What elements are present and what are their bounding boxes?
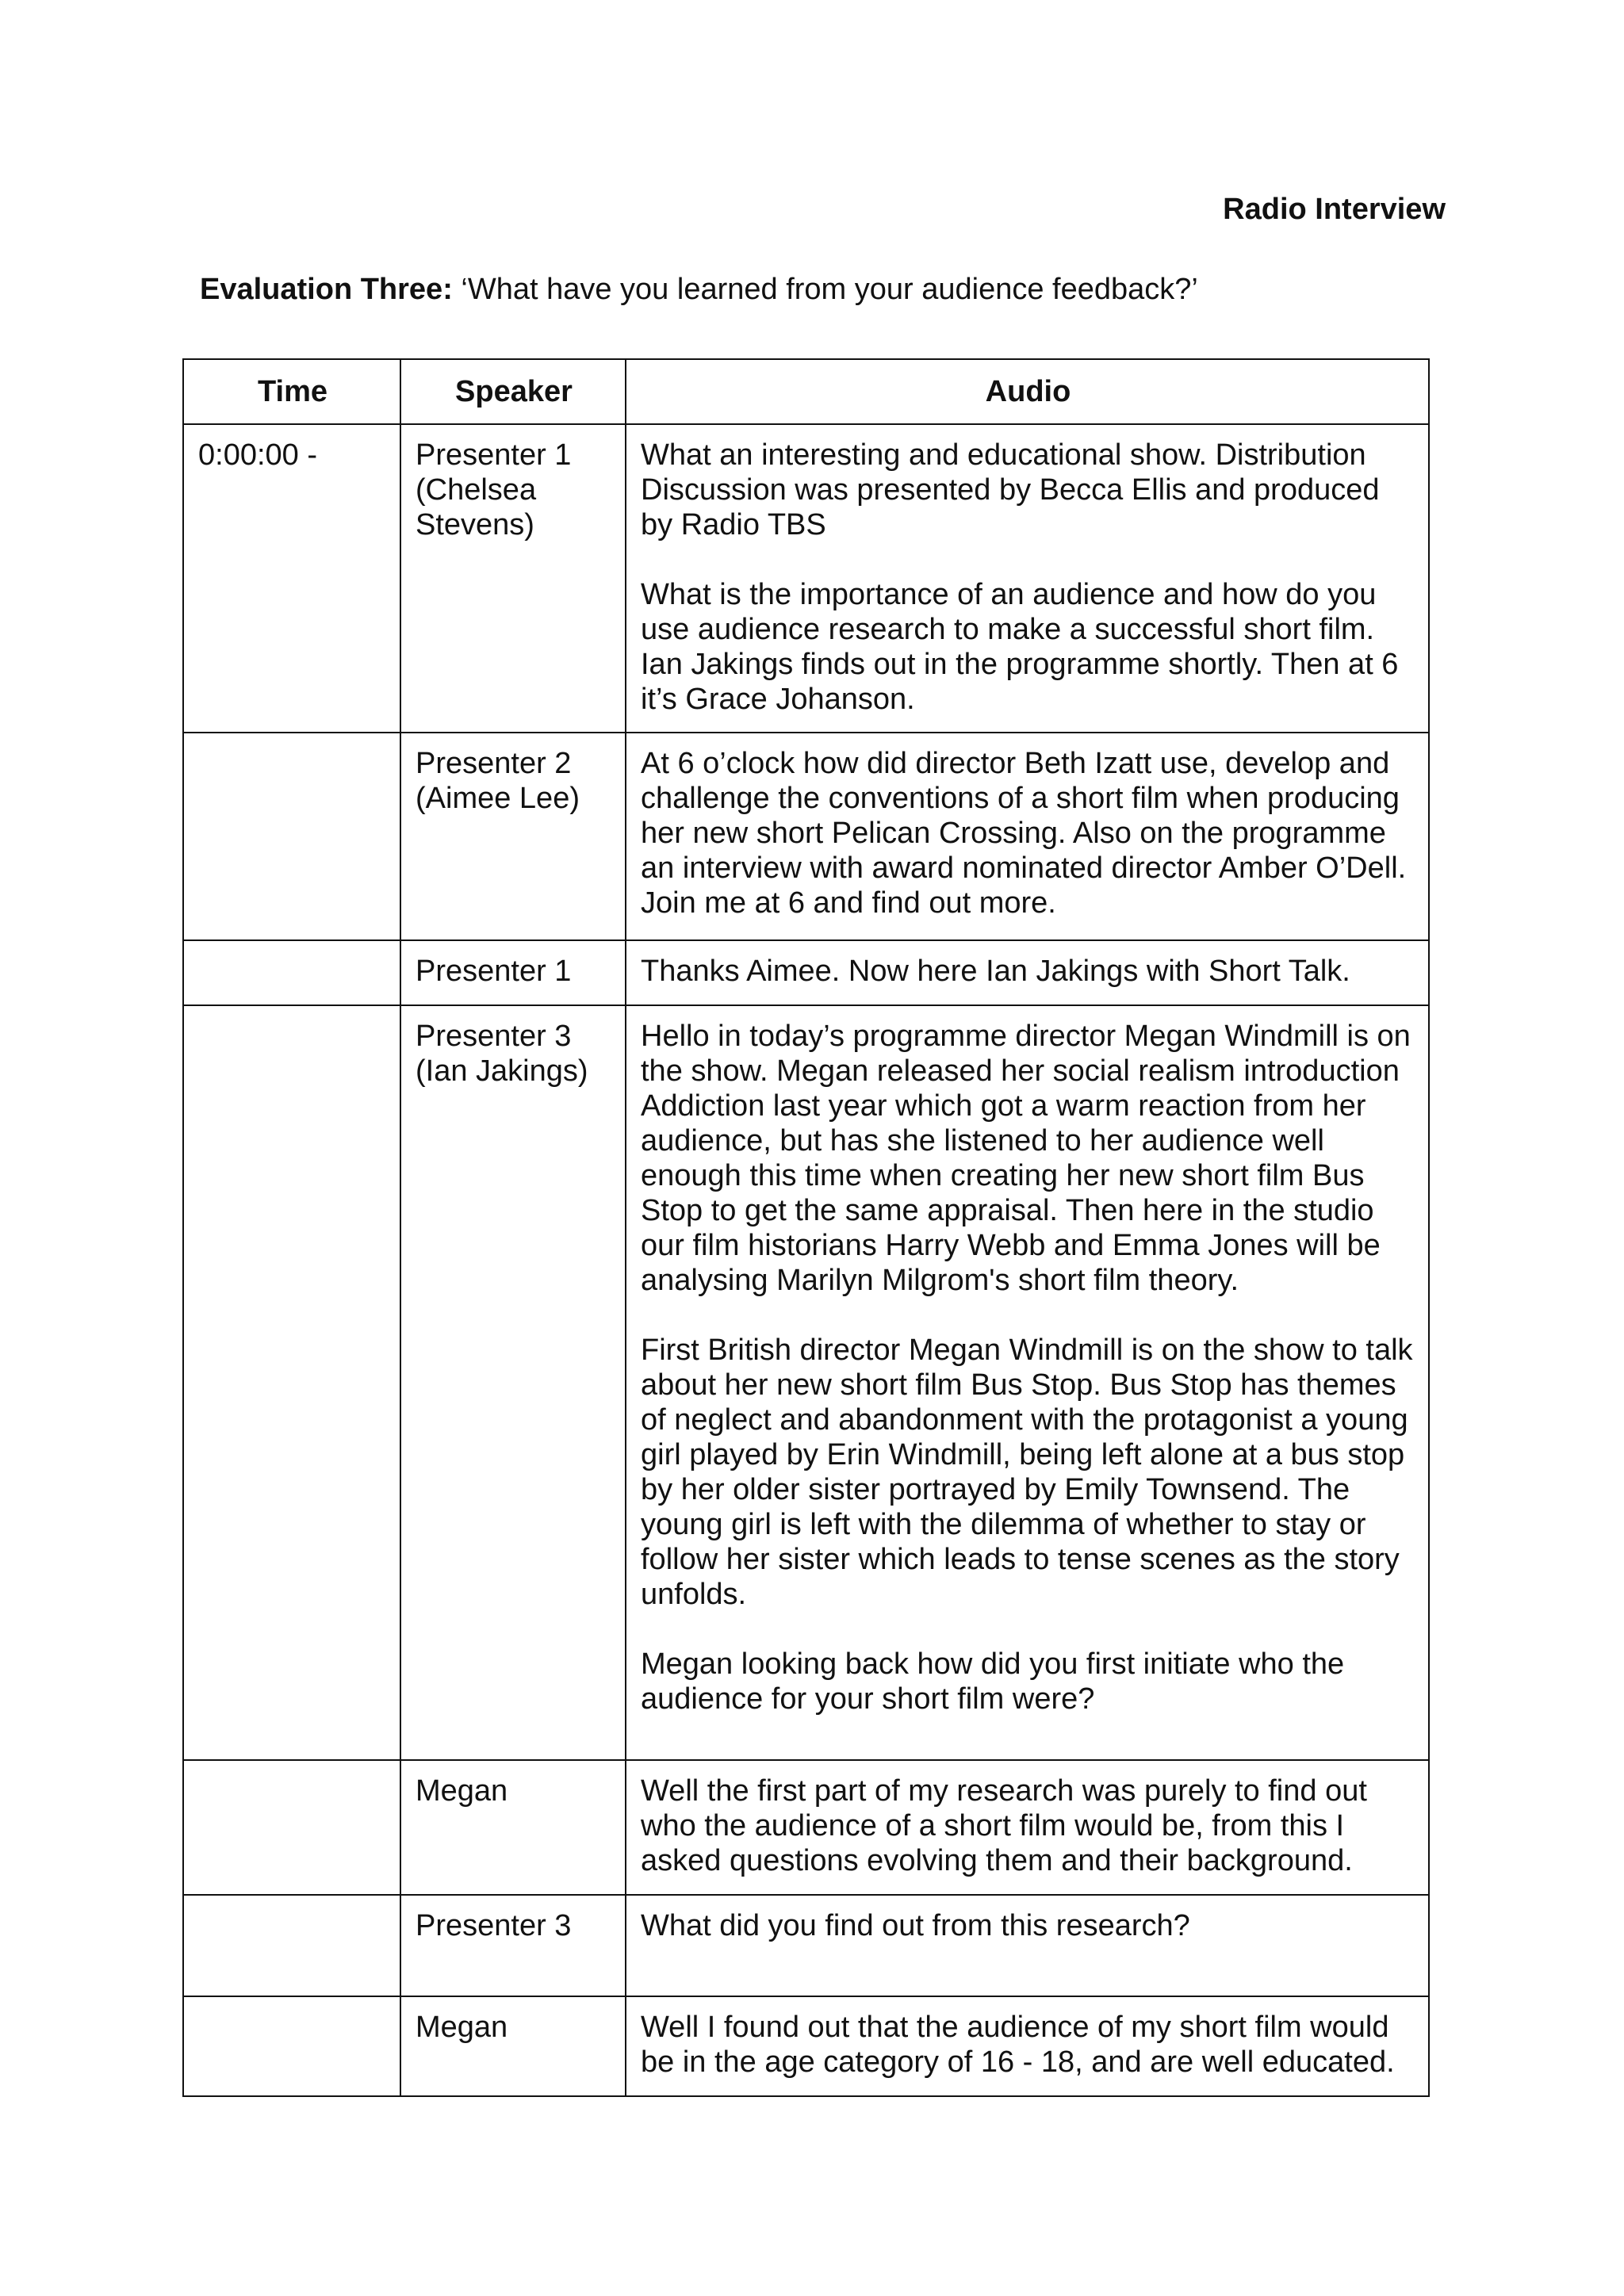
- speaker-cell: Megan: [400, 1760, 626, 1895]
- audio-cell: [626, 1996, 1429, 2096]
- table-row: [183, 1760, 1429, 1895]
- audio-paragraph: At 6 o’clock how did director Beth Izatt use, develop and challenge the conventions of a short film when producing her new short Pelican Crossing. Also on the programme an interview with award nominated director Amber O’Dell. Join me at 6 and find out more.: [641, 747, 1407, 920]
- speaker-cell: Presenter 3 (Ian Jakings): [400, 1005, 626, 1760]
- audio-cell: [626, 1760, 1429, 1895]
- speaker-cell: Presenter 1 (Chelsea Stevens): [400, 424, 626, 733]
- speaker-cell: Presenter 3: [400, 1895, 626, 1996]
- speaker-cell: Presenter 2 (Aimee Lee): [400, 733, 626, 940]
- speaker-cell: Presenter 1: [400, 940, 626, 1005]
- table-row: [183, 940, 1429, 1005]
- audio-cell: [626, 424, 1429, 733]
- audio-paragraph: Thanks Aimee. Now here Ian Jakings with Short Talk.: [641, 955, 1350, 988]
- time-cell: [183, 1760, 400, 1895]
- header-time: Time: [183, 359, 400, 424]
- audio-paragraph: Megan looking back how did you first initiate who the audience for your short film were?: [641, 1647, 1345, 1716]
- time-cell: [183, 1996, 400, 2096]
- time-cell: 0:00:00 -: [183, 424, 400, 733]
- speaker-cell: Megan: [400, 1996, 626, 2096]
- time-cell: [183, 1895, 400, 1996]
- audio-paragraph: Well the first part of my research was purely to find out who the audience of a short film would be, from this I asked questions evolving them and their background.: [641, 1774, 1367, 1877]
- table-header-row: [183, 359, 1429, 424]
- table-row: [183, 424, 1429, 733]
- header-speaker: Speaker: [400, 359, 626, 424]
- table-row: [183, 1895, 1429, 1996]
- audio-paragraph: Well I found out that the audience of my short film would be in the age category of 16 - 18, and are well educated.: [641, 2011, 1395, 2079]
- audio-cell: [626, 1005, 1429, 1760]
- evaluation-heading: [200, 273, 1198, 307]
- heading-label: Evaluation Three:: [200, 273, 453, 306]
- audio-cell: [626, 733, 1429, 940]
- time-cell: [183, 733, 400, 940]
- time-cell: [183, 1005, 400, 1760]
- audio-paragraph: Hello in today’s programme director Megan Windmill is on the show. Megan released her social realism introduction Addiction last year which got a warm reaction from her audience, but has she listened to her audience well enough this time when creating her new short film Bus Stop to get the same appraisal. Then here in the studio our film historians Harry Webb and Emma Jones will be analysing Marilyn Milgrom's short film theory.: [641, 1020, 1411, 1297]
- document-title: Radio Interview: [1223, 193, 1446, 226]
- audio-paragraph: What did you find out from this research?: [641, 1909, 1190, 1942]
- time-cell: [183, 940, 400, 1005]
- header-audio: Audio: [626, 359, 1429, 424]
- audio-paragraph: What an interesting and educational show. Distribution Discussion was presented by Becca Ellis and produced by Radio TBS: [641, 438, 1380, 541]
- heading-question: ‘What have you learned from your audience feedback?’: [452, 273, 1198, 306]
- audio-cell: [626, 940, 1429, 1005]
- audio-paragraph: First British director Megan Windmill is on the show to talk about her new short film Bus Stop. Bus Stop has themes of neglect and abandonment with the protagonist a young girl played by Erin Windmill, being left alone at a bus stop by her older sister portrayed by Emily Townsend. The young girl is left with the dilemma of whether to stay or follow her sister which leads to tense scenes as the story unfolds.: [641, 1334, 1413, 1611]
- interview-script-table: [182, 358, 1430, 2097]
- table-row: [183, 733, 1429, 940]
- audio-paragraph: What is the importance of an audience and how do you use audience research to make a successful short film. Ian Jakings finds out in the programme shortly. Then at 6 it’s Grace Johanson.: [641, 578, 1399, 716]
- audio-cell: [626, 1895, 1429, 1996]
- table-row: [183, 1996, 1429, 2096]
- table-row: [183, 1005, 1429, 1760]
